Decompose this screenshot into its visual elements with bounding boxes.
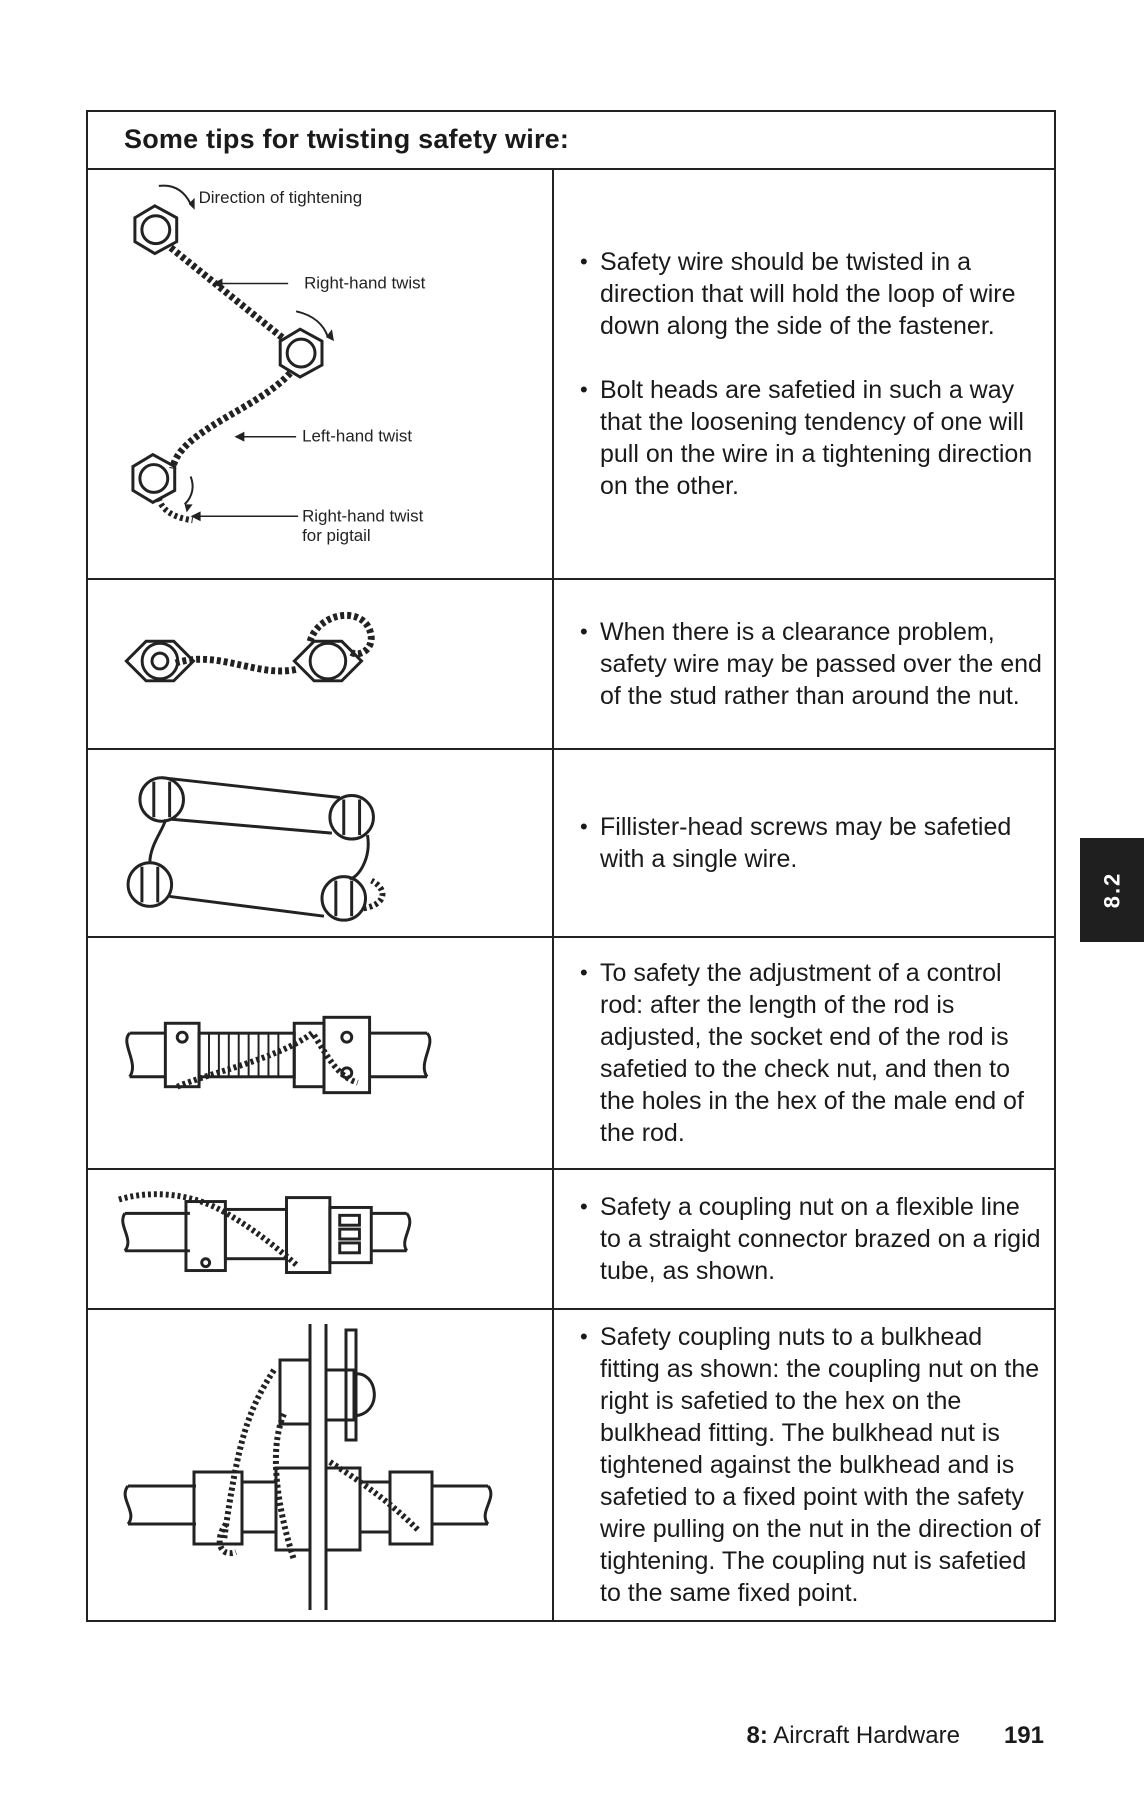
tip-text: Safety coupling nuts to a bulkhead fitting as shown: the coupling nut on the right is safetied to the hex on the bulkhead fitting. The bulkhead nut is tightened against the bulkhead and is safetied to a fixed point with the safety wire pulling on the nut in the direction of tightening. The coupling nut is safetied to the same fixed point.: [600, 1323, 1041, 1607]
tip-text-cell: [554, 170, 1054, 578]
figure-coupling-nut: [88, 1170, 554, 1308]
figure-twist-direction: [88, 170, 554, 578]
tip-item: [580, 957, 1044, 1149]
bullet-icon: •: [580, 1324, 588, 1349]
table-title: Some tips for twisting safety wire:: [124, 124, 570, 154]
tip-text: Safety a coupling nut on a flexible line to a straight connector brazed on a rigid tube, as shown.: [600, 1193, 1041, 1285]
chapter-number: 8:: [746, 1722, 768, 1749]
bullet-icon: •: [580, 814, 588, 839]
table-header: [88, 112, 1054, 170]
tip-text-cell: [554, 750, 1054, 936]
page-number: 191: [1003, 1722, 1044, 1749]
section-tab: [1080, 838, 1144, 942]
tip-text-cell: [554, 1170, 1054, 1308]
section-tab-label: 8.2: [1099, 871, 1124, 909]
tip-row-control-rod: [88, 938, 1054, 1170]
safety-wire-tips-table: [86, 110, 1056, 1622]
label-right-hand-twist-pigtail: Right-hand twist: [302, 506, 424, 526]
bullet-icon: •: [580, 619, 588, 644]
figure-bulkhead: [88, 1310, 554, 1620]
clearance-illustration: [88, 580, 554, 748]
fillister-illustration: [88, 750, 554, 936]
tip-row-fillister: [88, 750, 1054, 938]
footer-chapter: [747, 1722, 960, 1750]
tip-item: [580, 1191, 1044, 1287]
tip-item: [580, 1321, 1044, 1609]
bullet-icon: •: [580, 249, 588, 274]
tip-text: When there is a clearance problem, safety wire may be passed over the end of the stud rather than around the nut.: [600, 618, 1042, 710]
figure-clearance: [88, 580, 554, 748]
label-right-hand-twist: Right-hand twist: [304, 273, 426, 293]
tip-text: Bolt heads are safetied in such a way that the loosening tendency of one will pull on the wire in a tightening direction on the other.: [600, 376, 1033, 500]
figure-fillister: [88, 750, 554, 936]
bullet-icon: •: [580, 377, 588, 402]
tip-item: [580, 374, 1044, 502]
label-for-pigtail: for pigtail: [302, 526, 371, 546]
tip-item: [580, 616, 1044, 712]
twist-direction-illustration: [88, 170, 554, 578]
label-left-hand-twist: Left-hand twist: [302, 426, 413, 446]
tip-row-twist-direction: [88, 170, 1054, 580]
tip-text-cell: [554, 580, 1054, 748]
tip-item: [580, 811, 1044, 875]
page-footer: [747, 1722, 1044, 1750]
figure-control-rod: [88, 938, 554, 1168]
bullet-icon: •: [580, 1194, 588, 1219]
tip-text-cell: [554, 1310, 1054, 1620]
tip-item: [580, 246, 1044, 342]
tip-row-clearance: [88, 580, 1054, 750]
label-direction-of-tightening: Direction of tightening: [198, 187, 363, 207]
tip-text-cell: [554, 938, 1054, 1168]
tip-text: Fillister-head screws may be safetied with a single wire.: [600, 813, 1012, 873]
tip-row-coupling-nut: [88, 1170, 1054, 1310]
tip-row-bulkhead: [88, 1310, 1054, 1620]
control-rod-illustration: [88, 938, 554, 1168]
coupling-nut-illustration: [88, 1170, 554, 1308]
tip-text: To safety the adjustment of a control rod: after the length of the rod is adjusted, the socket end of the rod is safetied to the check nut, and then to the holes in the hex of the male end of the rod.: [600, 959, 1024, 1147]
bullet-icon: •: [580, 960, 588, 985]
bulkhead-illustration: [88, 1310, 554, 1620]
chapter-title: Aircraft Hardware: [773, 1722, 960, 1749]
tip-text: Safety wire should be twisted in a direction that will hold the loop of wire down along the side of the fastener.: [600, 248, 1016, 340]
